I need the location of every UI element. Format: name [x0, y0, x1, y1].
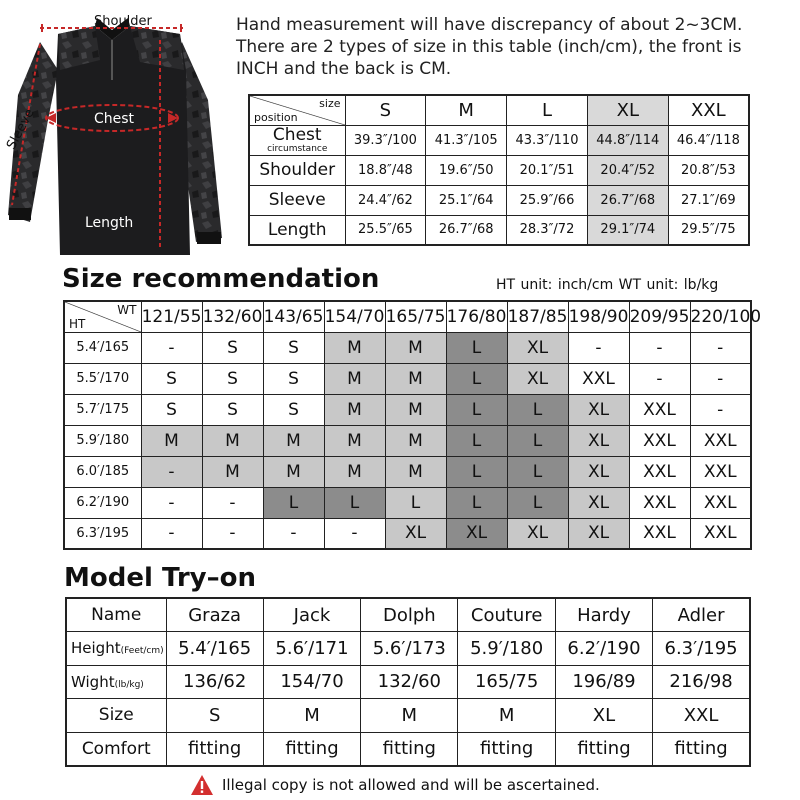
size-cell: XL [507, 518, 568, 549]
table-row [249, 185, 749, 215]
size-cell: XXL [568, 363, 629, 394]
warning-text: Illegal copy is not allowed and will be ascertained. [222, 776, 600, 794]
size-header: XL [587, 95, 668, 125]
size-recommendation-table [63, 300, 762, 550]
row-label [66, 732, 166, 766]
size-cell: M [263, 425, 324, 456]
size-cell: XL [568, 425, 629, 456]
size-cell: S [141, 363, 202, 394]
height-label: 5.4′/165 [64, 332, 141, 363]
height-label: 6.2′/190 [64, 487, 141, 518]
table-cell: 29.5″/75 [668, 215, 749, 245]
size-cell: S [141, 394, 202, 425]
table-cell: 39.3″/100 [345, 125, 426, 155]
table-row [249, 215, 749, 245]
table-cell: 41.3″/105 [426, 125, 507, 155]
row-label: Length [249, 215, 345, 245]
model-name: Dolph [361, 598, 458, 632]
table-row [64, 518, 751, 549]
table-cell: 216/98 [653, 665, 750, 699]
table-row [64, 363, 751, 394]
table-cell: 5.4′/165 [166, 632, 263, 666]
weight-header: 209/95 [629, 301, 690, 332]
weight-header: 198/90 [568, 301, 629, 332]
size-cell: - [629, 332, 690, 363]
table-cell: 20.4″/52 [587, 155, 668, 185]
table-cell: XXL [653, 699, 750, 733]
size-cell: L [446, 332, 507, 363]
size-cell: S [263, 332, 324, 363]
size-cell: M [324, 425, 385, 456]
size-cell: M [385, 332, 446, 363]
table-cell: 25.5″/65 [345, 215, 426, 245]
table-row [249, 155, 749, 185]
table-cell: 196/89 [555, 665, 652, 699]
size-cell: L [385, 487, 446, 518]
row-label: Shoulder [249, 155, 345, 185]
size-cell: XL [385, 518, 446, 549]
shoulder-label: Shoulder [94, 14, 152, 29]
size-header: L [507, 95, 588, 125]
size-cell: - [263, 518, 324, 549]
size-cell: S [263, 363, 324, 394]
size-cell: L [507, 456, 568, 487]
row-label: Sleeve [249, 185, 345, 215]
table-cell: fitting [555, 732, 652, 766]
model-tryon-title: Model Try–on [64, 563, 256, 593]
size-cell: XXL [690, 456, 751, 487]
size-cell: XXL [629, 487, 690, 518]
table-row [64, 487, 751, 518]
table-cell: 18.8″/48 [345, 155, 426, 185]
size-cell: S [202, 363, 263, 394]
chest-row-sublabel: circumstance [267, 143, 328, 154]
table-cell: S [166, 699, 263, 733]
model-name: Hardy [555, 598, 652, 632]
table-cell: 5.6′/173 [361, 632, 458, 666]
length-label: Length [85, 215, 134, 231]
size-cell: M [324, 332, 385, 363]
size-cell: S [202, 394, 263, 425]
size-cell: - [629, 363, 690, 394]
size-cell: XXL [690, 518, 751, 549]
row-label [66, 632, 166, 666]
table-row [64, 332, 751, 363]
measurement-table [248, 94, 750, 246]
table-cell: M [263, 699, 360, 733]
size-cell: - [568, 332, 629, 363]
size-cell: - [324, 518, 385, 549]
corner-bottom-label: position [254, 110, 298, 124]
model-name: Couture [458, 598, 555, 632]
size-cell: M [202, 425, 263, 456]
table-cell: 43.3″/110 [507, 125, 588, 155]
table-cell: fitting [166, 732, 263, 766]
table-cell: 6.3′/195 [653, 632, 750, 666]
size-cell: XL [568, 394, 629, 425]
size-cell: - [202, 487, 263, 518]
size-cell: - [141, 456, 202, 487]
size-header: M [426, 95, 507, 125]
weight-header: 143/65 [263, 301, 324, 332]
size-cell: L [446, 394, 507, 425]
size-cell: XL [507, 332, 568, 363]
corner-top-label: WT [117, 303, 137, 317]
table-cell: fitting [361, 732, 458, 766]
row-label-unit: (lb/kg) [114, 679, 144, 690]
measurement-notes [236, 14, 800, 80]
table-header-row [249, 95, 749, 125]
table-header-row [66, 598, 750, 632]
size-cell: - [141, 332, 202, 363]
size-cell: XXL [629, 518, 690, 549]
table-cell: 25.9″/66 [507, 185, 588, 215]
model-tryon-table [65, 597, 751, 767]
size-cell: XXL [629, 425, 690, 456]
size-header: XXL [668, 95, 749, 125]
size-cell: XL [568, 487, 629, 518]
row-label [66, 665, 166, 699]
size-cell: L [446, 487, 507, 518]
warning-icon [190, 774, 214, 796]
table-cell: 19.6″/50 [426, 155, 507, 185]
table-row [66, 665, 750, 699]
size-cell: XL [446, 518, 507, 549]
table-cell: fitting [263, 732, 360, 766]
size-cell: L [263, 487, 324, 518]
weight-header: 154/70 [324, 301, 385, 332]
corner-cell [249, 95, 345, 125]
size-cell: L [446, 363, 507, 394]
table-cell: 25.1″/64 [426, 185, 507, 215]
table-row [64, 456, 751, 487]
table-row [66, 632, 750, 666]
size-cell: - [690, 363, 751, 394]
table-cell: 26.7″/68 [587, 185, 668, 215]
table-cell: 5.6′/171 [263, 632, 360, 666]
size-cell: S [202, 332, 263, 363]
table-cell: 44.8″/114 [587, 125, 668, 155]
table-cell: 26.7″/68 [426, 215, 507, 245]
size-cell: XXL [690, 425, 751, 456]
weight-header: 220/100 [690, 301, 751, 332]
table-cell: 5.9′/180 [458, 632, 555, 666]
row-label-text: Wight [71, 672, 115, 691]
row-label [66, 699, 166, 733]
units-note: HT unit: inch/cm WT unit: lb/kg [496, 277, 719, 293]
size-cell: L [324, 487, 385, 518]
weight-header: 187/85 [507, 301, 568, 332]
size-cell: L [507, 487, 568, 518]
size-cell: M [324, 363, 385, 394]
shirt-illustration [0, 0, 240, 262]
name-header: Name [66, 598, 166, 632]
weight-header: 132/60 [202, 301, 263, 332]
size-cell: - [141, 487, 202, 518]
size-cell: M [324, 456, 385, 487]
corner-top-label: size [319, 97, 341, 110]
size-cell: - [690, 332, 751, 363]
sleeve-label: Sleeve [4, 106, 38, 153]
size-cell: M [263, 456, 324, 487]
table-cell: 154/70 [263, 665, 360, 699]
corner-cell [64, 301, 141, 332]
chest-row-label: Chest [272, 124, 322, 145]
size-cell: M [141, 425, 202, 456]
table-row [249, 125, 749, 155]
size-cell: XL [568, 456, 629, 487]
row-label-text: Height [71, 639, 121, 658]
table-cell: 29.1″/74 [587, 215, 668, 245]
corner-bottom-label: HT [69, 316, 86, 331]
weight-header: 165/75 [385, 301, 446, 332]
table-cell: 6.2′/190 [555, 632, 652, 666]
size-cell: L [446, 456, 507, 487]
table-cell: 20.1″/51 [507, 155, 588, 185]
size-cell: XXL [629, 456, 690, 487]
model-name: Jack [263, 598, 360, 632]
size-cell: - [141, 518, 202, 549]
table-cell: fitting [653, 732, 750, 766]
row-label-unit: (Feet/cm) [120, 646, 164, 657]
table-cell: fitting [458, 732, 555, 766]
model-name: Graza [166, 598, 263, 632]
size-header: S [345, 95, 426, 125]
row-label [249, 125, 345, 155]
size-cell: M [385, 425, 446, 456]
table-row [66, 699, 750, 733]
height-label: 6.3′/195 [64, 518, 141, 549]
copyright-warning [190, 773, 600, 797]
model-name: Adler [653, 598, 750, 632]
row-label-text: Comfort [81, 738, 151, 759]
note-line: INCH and the back is CM. [236, 59, 452, 79]
height-label: 5.9′/180 [64, 425, 141, 456]
note-line: Hand measurement will have discrepancy of about 2~3CM. [236, 15, 743, 35]
size-cell: M [385, 456, 446, 487]
weight-header: 121/55 [141, 301, 202, 332]
weight-header: 176/80 [446, 301, 507, 332]
size-cell: M [385, 363, 446, 394]
size-cell: L [446, 425, 507, 456]
size-cell: XL [568, 518, 629, 549]
size-cell: XXL [629, 394, 690, 425]
height-label: 5.5′/170 [64, 363, 141, 394]
table-row [64, 425, 751, 456]
size-cell: XXL [690, 487, 751, 518]
size-cell: - [690, 394, 751, 425]
table-cell: 136/62 [166, 665, 263, 699]
table-cell: M [361, 699, 458, 733]
size-cell: M [202, 456, 263, 487]
table-cell: 46.4″/118 [668, 125, 749, 155]
table-cell: 20.8″/53 [668, 155, 749, 185]
row-label-text: Size [98, 705, 134, 726]
size-recommendation-title: Size recommendation [62, 264, 380, 294]
height-label: 6.0′/185 [64, 456, 141, 487]
table-cell: 165/75 [458, 665, 555, 699]
table-cell: 28.3″/72 [507, 215, 588, 245]
chest-label: Chest [94, 111, 135, 127]
table-cell: XL [555, 699, 652, 733]
size-cell: L [507, 425, 568, 456]
size-cell: XL [507, 363, 568, 394]
size-cell: L [507, 394, 568, 425]
note-line: There are 2 types of size in this table (inch/cm), the front is [236, 37, 742, 57]
size-cell: M [385, 394, 446, 425]
height-label: 5.7′/175 [64, 394, 141, 425]
size-cell: M [324, 394, 385, 425]
size-cell: S [263, 394, 324, 425]
table-row [64, 394, 751, 425]
table-cell: 132/60 [361, 665, 458, 699]
table-header-row [64, 301, 751, 332]
table-cell: 27.1″/69 [668, 185, 749, 215]
table-row [66, 732, 750, 766]
size-cell: - [202, 518, 263, 549]
table-cell: 24.4″/62 [345, 185, 426, 215]
table-cell: M [458, 699, 555, 733]
